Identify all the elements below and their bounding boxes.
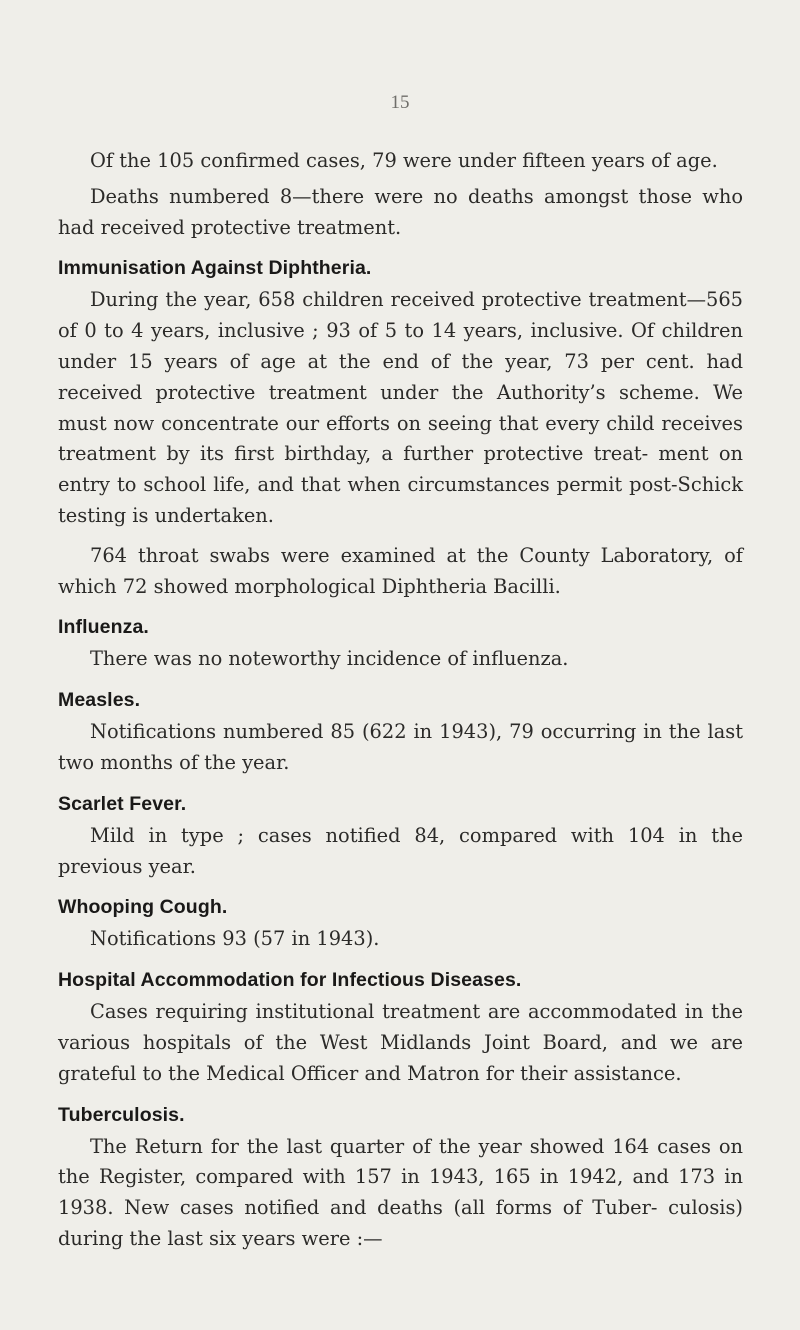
heading-scarlet-fever: Scarlet Fever.	[58, 792, 187, 815]
immunisation-paragraph-1: During the year, 658 children received protective treatment—565 of 0 to 4 years, inclusive ; 93 of 5 to 14 years, inclusive. Of children under 15 years of age at the end of the year, 73 per cent. had received protective treatment under the Authority’s scheme. We must now concentrate our efforts on seeing that every child receives treatment by its first birthday, a further protective treat- ment on entry to school life, and that when circumstances permit post-Schick testing is undertaken.	[58, 288, 743, 527]
intro-paragraph-2: Deaths numbered 8—there were no deaths amongst those who had received protective treatment.	[58, 184, 743, 239]
body-text	[58, 146, 743, 1264]
heading-hospital-accommodation: Hospital Accommodation for Infectious Diseases.	[58, 969, 522, 992]
tuberculosis-paragraph: The Return for the last quarter of the year showed 164 cases on the Register, compared with 157 in 1943, 165 in 1942, and 173 in 1938. New cases notified and deaths (all forms of Tuber- culosis) during the last six years were :—	[58, 1134, 743, 1250]
heading-influenza: Influenza.	[58, 616, 149, 639]
intro-paragraph-1: Of the 105 confirmed cases, 79 were under fifteen years of age.	[90, 149, 718, 172]
heading-whooping-cough: Whooping Cough.	[58, 896, 228, 919]
immunisation-paragraph-2: 764 throat swabs were examined at the County Laboratory, of which 72 showed morphological Diphtheria Bacilli.	[58, 543, 743, 598]
heading-immunisation: Immunisation Against Diphtheria.	[58, 257, 372, 280]
whooping-cough-paragraph: Notifications 93 (57 in 1943).	[90, 927, 380, 951]
heading-tuberculosis: Tuberculosis.	[58, 1103, 185, 1126]
influenza-paragraph: There was no noteworthy incidence of influenza.	[90, 647, 569, 671]
page-number: 15	[390, 92, 410, 113]
scarlet-fever-paragraph: Mild in type ; cases notified 84, compared with 104 in the previous year.	[58, 823, 743, 878]
heading-measles: Measles.	[58, 689, 141, 712]
hospital-accommodation-paragraph: Cases requiring institutional treatment are accommodated in the various hospitals of the West Midlands Joint Board, and we are grateful to the Medical Officer and Matron for their assistance.	[58, 1000, 743, 1085]
measles-paragraph: Notifications numbered 85 (622 in 1943), 79 occurring in the last two months of the year.	[58, 720, 743, 774]
